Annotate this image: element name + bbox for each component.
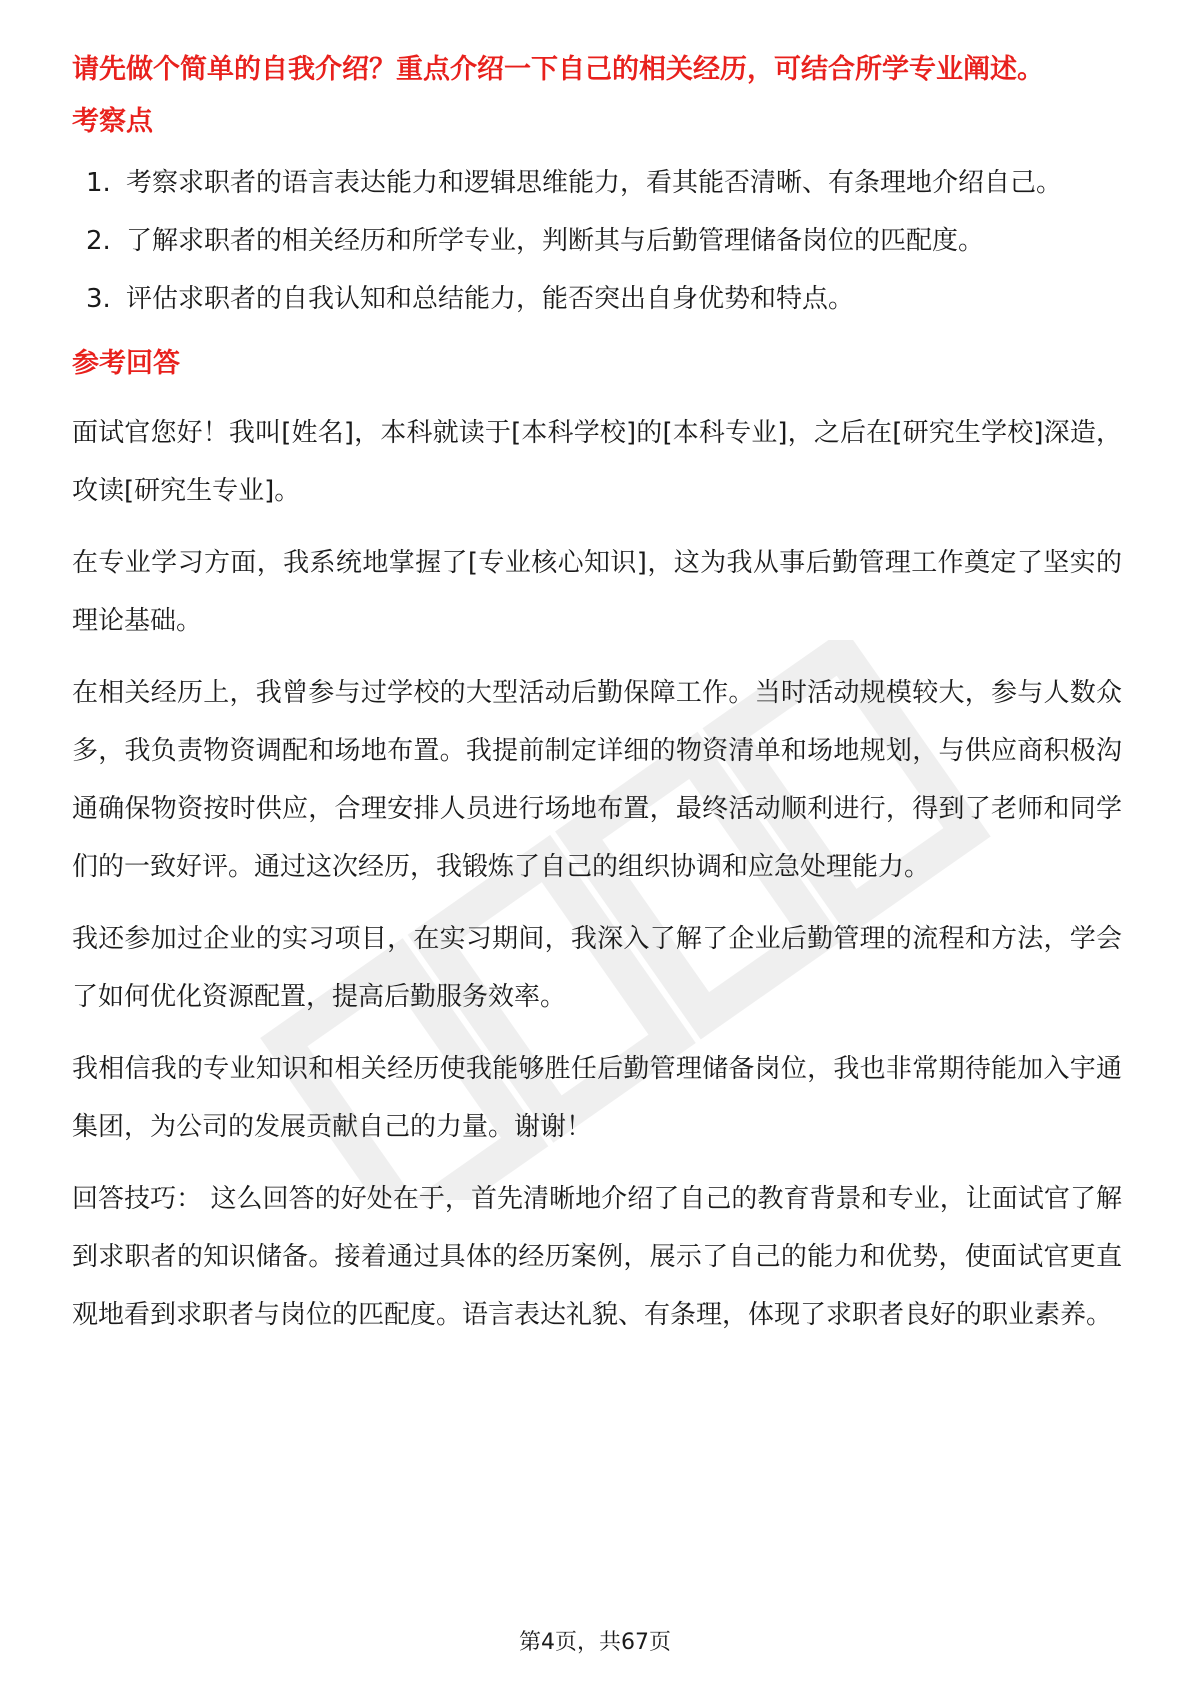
answer-paragraph: 在相关经历上，我曾参与过学校的大型活动后勤保障工作。当时活动规模较大，参与人数众多，我负责物资调配和场地布置。我提前制定详细的物资清单和场地规划，与供应商积极沟通确保物资按时供应，合理安排人员进行场地布置，最终活动顺利进行，得到了老师和同学们的一致好评。通过这次经历，我锻炼了自己的组织协调和应急处理能力。: [72, 678, 1122, 882]
question-title: 请先做个简单的自我介绍？重点介绍一下自己的相关经历，可结合所学专业阐述。: [72, 54, 1044, 85]
answer-tips-paragraph: 回答技巧： 这么回答的好处在于，首先清晰地介绍了自己的教育背景和专业，让面试官了解到求职者的知识储备。接着通过具体的经历案例，展示了自己的能力和优势，使面试官更直观地看到求职者与岗位的匹配度。语言表达礼貌、有条理，体现了求职者良好的职业素养。: [72, 1184, 1122, 1330]
points-heading: 考察点: [72, 106, 153, 137]
list-item-text: 了解求职者的相关经历和所学专业，判断其与后勤管理储备岗位的匹配度。: [126, 226, 985, 256]
list-item-number: 2.: [86, 226, 111, 256]
answer-paragraph: 在专业学习方面，我系统地掌握了[专业核心知识]，这为我从事后勤管理工作奠定了坚实的理论基础。: [72, 548, 1122, 636]
answer-paragraph: 面试官您好！我叫[姓名]，本科就读于[本科学校]的[本科专业]，之后在[研究生学校]深造，攻读[研究生专业]。: [72, 418, 1122, 506]
list-item: [72, 154, 1122, 212]
list-item-text: 评估求职者的自我认知和总结能力，能否突出自身优势和特点。: [126, 284, 855, 314]
document-page: [72, 44, 1122, 1344]
list-item: [72, 212, 1122, 270]
answer-paragraph: 我相信我的专业知识和相关经历使我能够胜任后勤管理储备岗位，我也非常期待能加入宇通集团，为公司的发展贡献自己的力量。谢谢！: [72, 1054, 1122, 1142]
list-item-text: 考察求职者的语言表达能力和逻辑思维能力，看其能否清晰、有条理地介绍自己。: [126, 168, 1063, 198]
points-list: [72, 154, 1122, 328]
answer-heading: 参考回答: [72, 348, 180, 379]
list-item-number: 1.: [86, 168, 111, 198]
list-item-number: 3.: [86, 284, 111, 314]
list-item: [72, 270, 1122, 328]
page-footer: 第4页，共67页: [519, 1630, 671, 1655]
answer-paragraph: 我还参加过企业的实习项目，在实习期间，我深入了解了企业后勤管理的流程和方法，学会了如何优化资源配置，提高后勤服务效率。: [72, 924, 1122, 1012]
